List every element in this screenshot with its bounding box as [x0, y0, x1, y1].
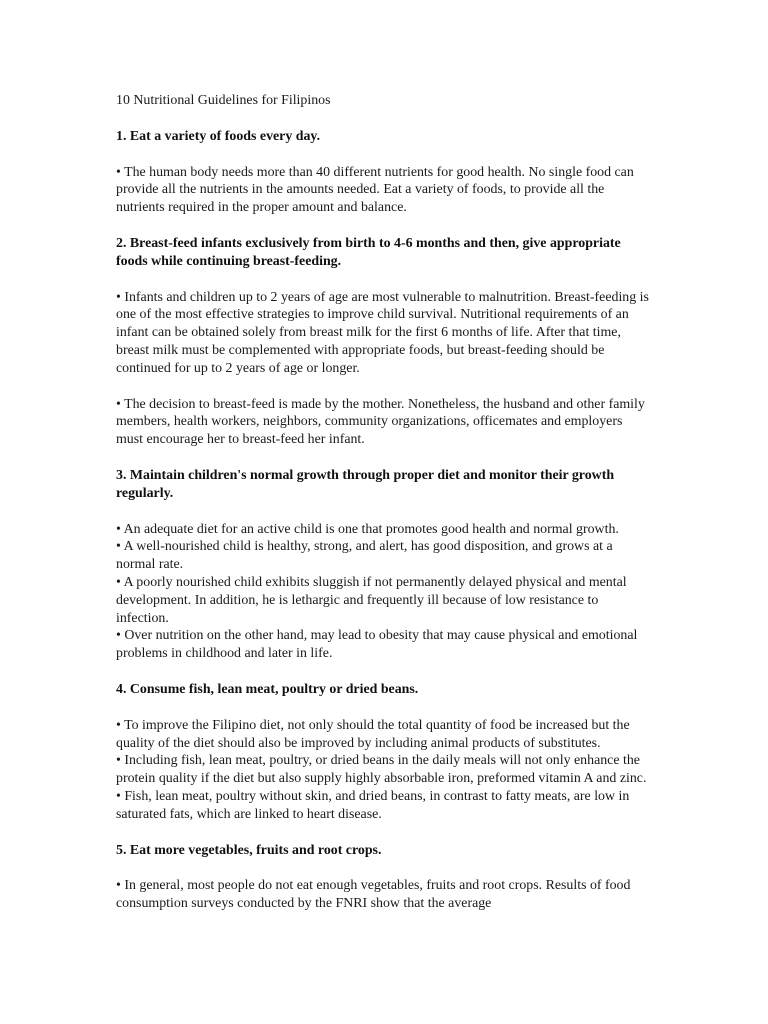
section-2-heading: 2. Breast-feed infants exclusively from birth to 4-6 months and then, give appropriate foods while continuing breast-feeding.: [116, 235, 621, 269]
section-2-paragraph-1: • Infants and children up to 2 years of age are most vulnerable to malnutrition. Breast-feeding is one of the most effective strategies to improve child survival. Nutritional requirements of an infant can be obtained solely from breast milk for the first 6 months of life. After that time, breast milk must be complemented with appropriate foods, but breast-feeding should be continued for up to 2 years of age or longer.: [116, 289, 649, 376]
section-1-heading: 1. Eat a variety of foods every day.: [116, 128, 321, 144]
section-3-bullet-2: • A well-nourished child is healthy, strong, and alert, has good disposition, and grows at a normal rate.: [116, 539, 613, 573]
section-4-heading: 4. Consume fish, lean meat, poultry or dried beans.: [116, 681, 419, 697]
document-title: 10 Nutritional Guidelines for Filipinos: [116, 93, 331, 108]
section-4-bullets: [116, 717, 652, 824]
section-3-bullet-1: • An adequate diet for an active child is one that promotes good health and normal growth.: [116, 521, 619, 537]
section-5-paragraph-1: • In general, most people do not eat enough vegetables, fruits and root crops. Results of food consumption surveys conducted by the FNRI show that the average: [116, 878, 631, 912]
section-3-bullet-4: • Over nutrition on the other hand, may lead to obesity that may cause physical and emotional problems in childhood and later in life.: [116, 628, 638, 662]
section-1-paragraph-1: • The human body needs more than 40 different nutrients for good health. No single food can provide all the nutrients in the amounts needed. Eat a variety of foods, to provide all the nutrients required in the proper amount and balance.: [116, 164, 634, 216]
section-4-bullet-2: • Including fish, lean meat, poultry, or dried beans in the daily meals will not only enhance the protein quality if the diet but also supply highly absorbable iron, preformed vitamin A and zinc.: [116, 753, 647, 787]
section-2-paragraph-2: • The decision to breast-feed is made by the mother. Nonetheless, the husband and other family members, health workers, neighbors, community organizations, officemates and employers must encourage her to breast-feed her infant.: [116, 396, 645, 448]
section-3-heading: 3. Maintain children's normal growth through proper diet and monitor their growth regularly.: [116, 467, 615, 501]
section-5-heading: 5. Eat more vegetables, fruits and root crops.: [116, 842, 382, 858]
section-4-bullet-1: • To improve the Filipino diet, not only should the total quantity of food be increased but the quality of the diet should also be improved by including animal products of substitutes.: [116, 717, 630, 751]
section-3-bullet-3: • A poorly nourished child exhibits sluggish if not permanently delayed physical and mental development. In addition, he is lethargic and frequently ill because of low resistance to infection.: [116, 574, 627, 626]
section-4-bullet-3: • Fish, lean meat, poultry without skin, and dried beans, in contrast to fatty meats, are low in saturated fats, which are linked to heart disease.: [116, 788, 630, 822]
document-content: [116, 92, 652, 931]
section-3-bullets: [116, 521, 652, 663]
